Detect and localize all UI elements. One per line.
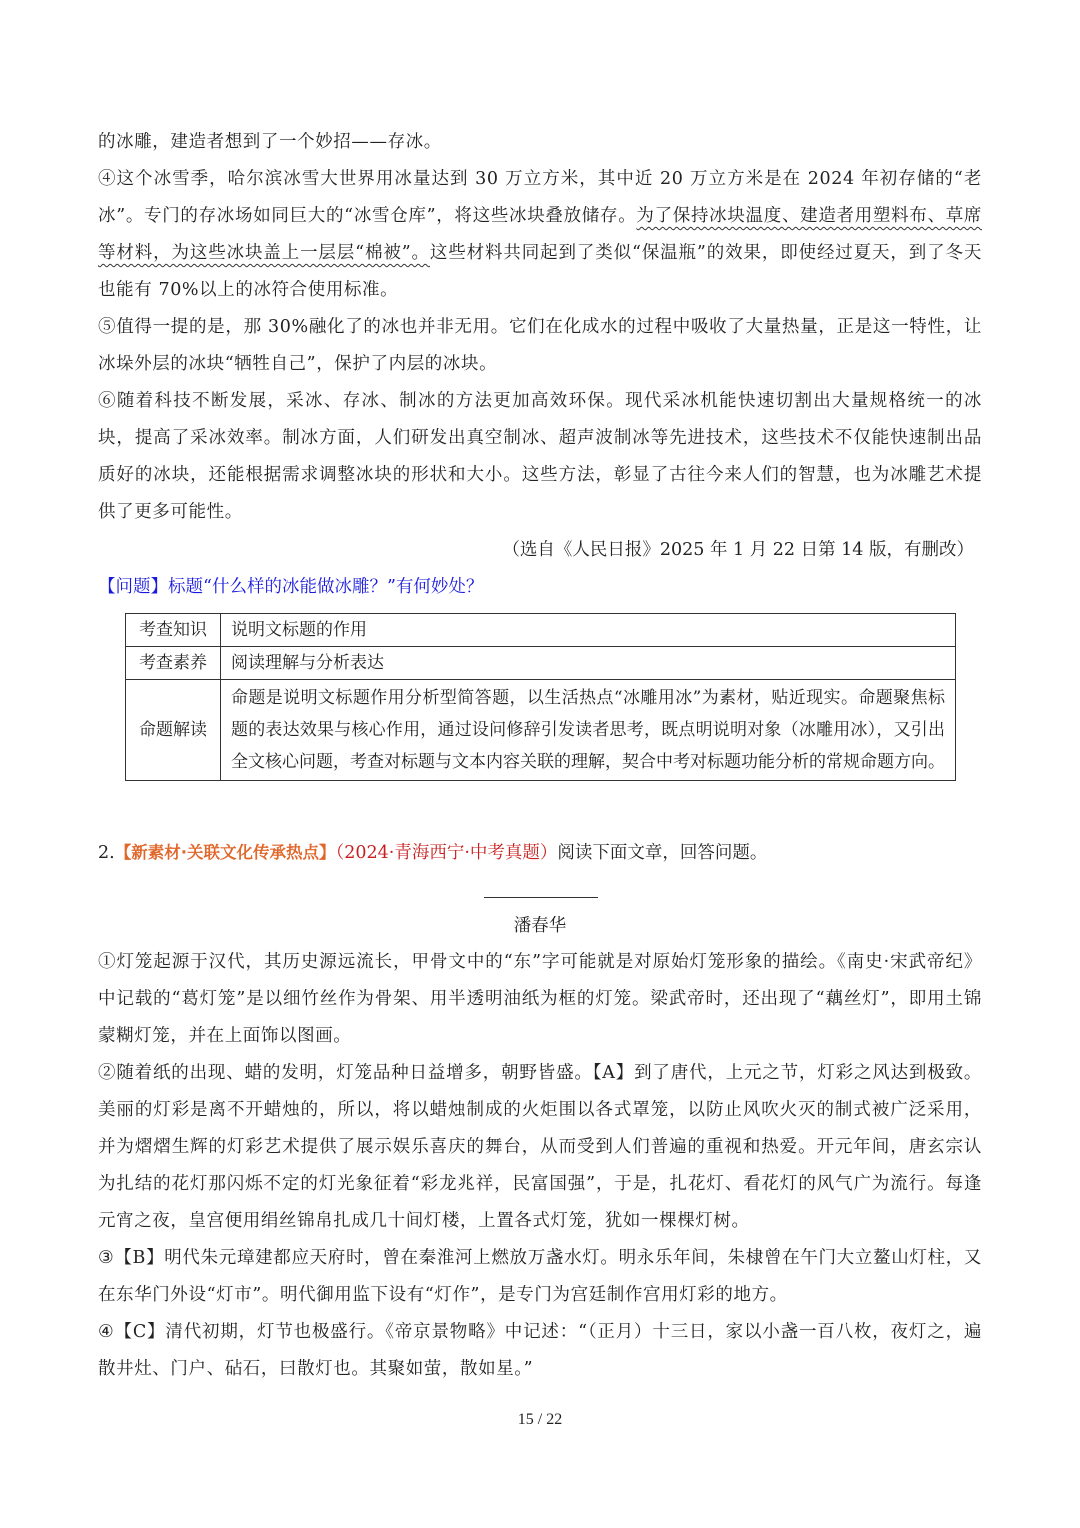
exam-origin: （2024·青海西宁·中考真题）: [335, 843, 558, 863]
title-blank-line: [484, 897, 598, 898]
article-paragraph-3: ③【B】明代朱元璋建都应天府时，曾在秦淮河上燃放万盏水灯。明永乐年间，朱棣曾在午门大立鳌山灯柱，又在东华门外设“灯市”。明代御用监下设有“灯作”，是专门为宫廷制作宫用灯彩的地方。: [98, 1248, 982, 1305]
paragraph-5: ⑤值得一提的是，那 30%融化了的冰也并非无用。它们在化成水的过程中吸收了大量热量，正是这一特性，让冰垛外层的冰块“牺牲自己”，保护了内层的冰块。: [98, 317, 982, 374]
article-author: 潘春华: [513, 916, 567, 936]
paragraph-4-text-end: 这些材料共同起到了类似“保温瓶”的效果，即使经过夏天，到了冬天也能有 70%以上的冰符合使用标准。: [98, 243, 982, 300]
table-row: [126, 614, 956, 647]
question-2-heading: [98, 834, 767, 872]
article-paragraph-4: ④【C】清代初期，灯节也极盛行。《帝京景物略》中记述：“（正月）十三日，家以小盏一百八枚，夜灯之，遍散井灶、门户、砧石，曰散灯也。其聚如萤，散如星。”: [98, 1322, 982, 1379]
question-instruction: 阅读下面文章，回答问题。: [557, 843, 768, 863]
paragraph-4: [98, 161, 982, 309]
article-paragraph-1: ①灯笼起源于汉代，其历史源远流长，甲骨文中的“东”字可能就是对原始灯笼形象的描绘。《南史·宋武帝纪》中记载的“葛灯笼”是以细竹丝作为骨架、用半透明油纸为框的灯笼。梁武帝时，还出现了“藕丝灯”，即用土锦蒙糊灯笼，并在上面饰以图画。: [98, 952, 982, 1046]
table-row: [126, 680, 956, 781]
question-heading: 【问题】标题“什么样的冰能做冰雕？”有何妙处？: [98, 577, 484, 597]
wavy-underlined-sentence: 为了保持冰块温度、建造者用塑料布、草席等材料，为这些冰块盖上一层层“棉被”。: [98, 206, 982, 263]
table-content: 说明文标题的作用: [221, 614, 956, 647]
analysis-table: [125, 613, 956, 781]
paragraph-4-text: ④这个冰雪季，哈尔滨冰雪大世界用冰量达到 30 万立方米，其中近 20 万立方米是在 2024 年初存储的“老冰”。专门的存冰场如同巨大的“冰雪仓库”，将这些冰块叠放储存。: [98, 169, 982, 226]
table-label: 考查素养: [126, 647, 221, 680]
table-row: [126, 647, 956, 680]
topic-tag: 【新素材·关联文化传承热点】: [114, 843, 336, 862]
table-label: 考查知识: [126, 614, 221, 647]
table-label: 命题解读: [126, 680, 221, 781]
page-number: 15 / 22: [517, 1411, 563, 1428]
table-content: 命题是说明文标题作用分析型简答题，以生活热点“冰雕用冰”为素材，贴近现实。命题聚焦标题的表达效果与核心作用，通过设问修辞引发读者思考，既点明说明对象（冰雕用冰），又引出全文核心问题，考查对标题与文本内容关联的理解，契合中考对标题功能分析的常规命题方向。: [221, 680, 956, 781]
paragraph-continuation: 的冰雕，建造者想到了一个妙招——存冰。: [98, 132, 442, 152]
article-paragraph-2: ②随着纸的出现、蜡的发明，灯笼品种日益增多，朝野皆盛。【A】到了唐代，上元之节，灯彩之风达到极致。美丽的灯彩是离不开蜡烛的，所以，将以蜡烛制成的火炬围以各式罩笼，以防止风吹火灭的制式被广泛采用，并为熠熠生辉的灯彩艺术提供了展示娱乐喜庆的舞台，从而受到人们普遍的重视和热爱。开元年间，唐玄宗认为扎结的花灯那闪烁不定的灯光象征着“彩龙兆祥，民富国强”，于是，扎花灯、看花灯的风气广为流行。每逢元宵之夜，皇宫便用绢丝锦帛扎成几十间灯楼，上置各式灯笼，犹如一棵棵灯树。: [98, 1063, 982, 1231]
source-citation: （选自《人民日报》2025 年 1 月 22 日第 14 版，有删改）: [502, 540, 974, 560]
table-content: 阅读理解与分析表达: [221, 647, 956, 680]
question-number: 2.: [98, 843, 115, 863]
paragraph-6: ⑥随着科技不断发展，采冰、存冰、制冰的方法更加高效环保。现代采冰机能快速切割出大量规格统一的冰块，提高了采冰效率。制冰方面，人们研发出真空制冰、超声波制冰等先进技术，这些技术不仅能快速制出品质好的冰块，还能根据需求调整冰块的形状和大小。这些方法，彰显了古往今来人们的智慧，也为冰雕艺术提供了更多可能性。: [98, 391, 982, 522]
